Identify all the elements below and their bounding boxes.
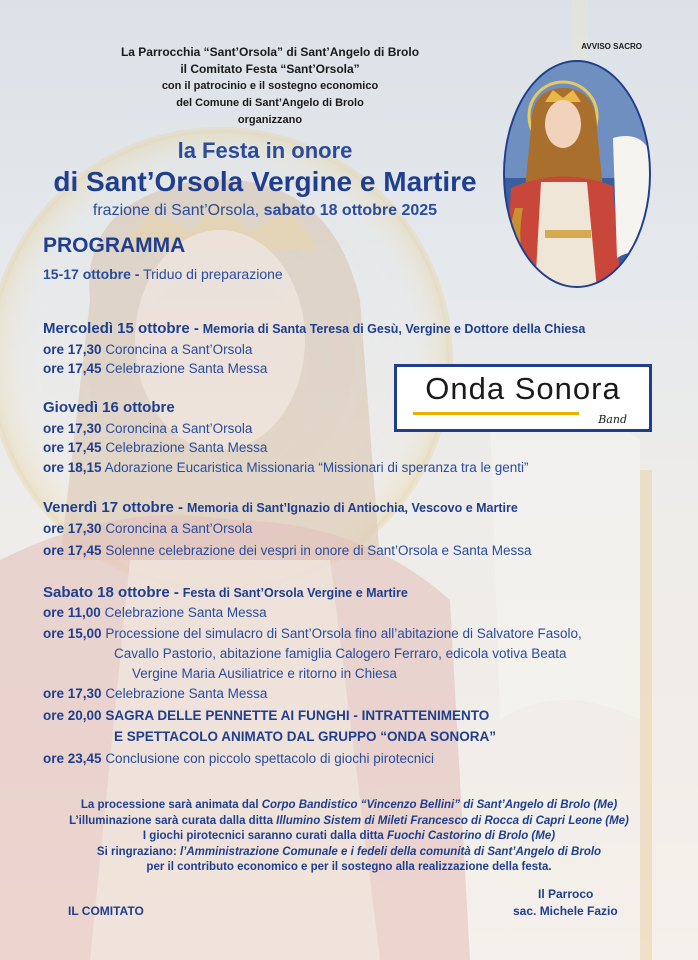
schedule-continuation: Cavallo Pastorio, abitazione famiglia Calogero Ferraro, edicola votiva Beata (114, 646, 567, 661)
schedule-text: Coroncina a Sant’Orsola (105, 521, 253, 536)
credit-name: Corpo Bandistico “Vincenzo Bellini” di Sant’Angelo di Brolo (Me) (261, 799, 618, 811)
day-heading (43, 499, 518, 516)
day-date: Venerdì 17 ottobre - (43, 499, 184, 516)
event-title-line1: la Festa in onore (177, 138, 353, 163)
organizer-line: La Parrocchia “Sant’Orsola” di Sant’Angelo di Brolo (120, 45, 420, 59)
day-date: Giovedì 16 ottobre (43, 399, 175, 416)
schedule-time: ore 17,30 (43, 421, 102, 436)
schedule-row (43, 440, 267, 455)
credit-line (0, 845, 698, 861)
credit-text: Si ringraziano: (96, 845, 180, 858)
schedule-time: ore 17,45 (43, 361, 102, 376)
credit-line: per il contributo economico e per il sostegno alla realizzazione della festa. (146, 861, 552, 873)
schedule-text: Processione del simulacro di Sant’Orsola fino all’abitazione di Salvatore Fasolo, (105, 626, 582, 641)
day-heading (43, 399, 175, 416)
schedule-continuation: Vergine Maria Ausiliatrice e ritorno in Chiesa (132, 666, 397, 681)
schedule-time: ore 15,00 (43, 626, 102, 641)
schedule-time: ore 17,45 (43, 440, 102, 455)
credit-name: Illumino Sistem di Mileti Francesco di Rocca di Capri Leone (Me) (276, 814, 629, 827)
schedule-text: Adorazione Eucaristica Missionaria “Missionari di speranza tra le genti” (104, 460, 529, 475)
schedule-text: Conclusione con piccolo spettacolo di giochi pirotecnici (105, 751, 434, 766)
event-location: frazione di Sant’Orsola, (92, 202, 260, 219)
credit-text: La processione sarà animata dal (80, 799, 262, 811)
logo-band: Band (598, 413, 627, 426)
onda-sonora-logo (394, 364, 652, 432)
credit-text: L’illuminazione sarà curata dalla ditta (69, 814, 277, 827)
schedule-text: Solenne celebrazione dei vespri in onore di Sant’Orsola e Santa Messa (105, 543, 532, 558)
schedule-text: Celebrazione Santa Messa (104, 605, 267, 620)
schedule-time: ore 20,00 (43, 708, 102, 723)
signature-parroco-title: Il Parroco (538, 887, 594, 901)
day-memo: Memoria di Santa Teresa di Gesù, Vergine e Dottore della Chiesa (202, 322, 586, 336)
schedule-time: ore 17,30 (43, 686, 102, 701)
schedule-row (43, 460, 529, 475)
schedule-row (43, 708, 489, 723)
event-title-line2: di Sant’Orsola Vergine e Martire (53, 166, 477, 197)
credit-name: l’Amministrazione Comunale e i fedeli della comunità di Sant’Angelo di Brolo (179, 845, 602, 858)
schedule-row (43, 686, 267, 701)
event-date: sabato 18 ottobre 2025 (263, 202, 438, 219)
schedule-row (43, 626, 582, 641)
triduo-date: 15-17 ottobre - (43, 266, 140, 282)
credit-line (0, 829, 698, 845)
credit-line (0, 798, 698, 814)
programma-heading: PROGRAMMA (43, 234, 186, 257)
triduo-line (43, 266, 283, 282)
schedule-text: Coroncina a Sant’Orsola (105, 421, 253, 436)
schedule-continuation: E SPETTACOLO ANIMATO DAL GRUPPO “ONDA SONORA” (114, 729, 497, 744)
schedule-row (43, 521, 252, 536)
day-date: Mercoledì 15 ottobre - (43, 320, 199, 337)
schedule-row (43, 543, 532, 558)
avviso-sacro-label: AVVISO SACRO (581, 42, 642, 51)
schedule-text: Celebrazione Santa Messa (105, 440, 268, 455)
signature-comitato: IL COMITATO (68, 904, 144, 918)
day-heading (43, 584, 408, 601)
schedule-time: ore 17,30 (43, 342, 102, 357)
day-heading (43, 320, 585, 337)
schedule-text: Celebrazione Santa Messa (105, 686, 268, 701)
day-memo: Festa di Sant’Orsola Vergine e Martire (182, 586, 408, 600)
schedule-row (43, 605, 267, 620)
signature-parroco-name: sac. Michele Fazio (513, 904, 618, 918)
schedule-text: Coroncina a Sant’Orsola (105, 342, 253, 357)
logo-underline (413, 412, 579, 415)
schedule-text: Celebrazione Santa Messa (105, 361, 268, 376)
schedule-time: ore 18,15 (43, 460, 102, 475)
schedule-time: ore 11,00 (43, 605, 101, 620)
organizer-line: con il patrocinio e il sostegno economico (161, 80, 379, 92)
credit-text: I giochi pirotecnici saranno curati dalla ditta (142, 830, 388, 842)
schedule-time: ore 17,45 (43, 543, 102, 558)
logo-name: Onda Sonora (425, 371, 621, 406)
credit-line (0, 814, 698, 830)
event-location-date (0, 202, 530, 220)
schedule-row (43, 421, 252, 436)
organizers-header (0, 44, 540, 129)
schedule-time: ore 23,45 (43, 751, 102, 766)
schedule-row (43, 342, 252, 357)
schedule-row (43, 361, 267, 376)
schedule-text: SAGRA DELLE PENNETTE AI FUNGHI - INTRATTENIMENTO (105, 708, 490, 723)
day-memo: Memoria di Sant’Ignazio di Antiochia, Vescovo e Martire (186, 501, 518, 515)
schedule-time: ore 17,30 (43, 521, 102, 536)
organizer-line: organizzano (237, 114, 303, 126)
credits-footer (0, 798, 698, 876)
day-date: Sabato 18 ottobre - (43, 584, 179, 601)
credit-name: Fuochi Castorino di Brolo (Me) (387, 830, 556, 842)
triduo-text: Triduo di preparazione (143, 266, 283, 282)
organizer-line: il Comitato Festa “Sant’Orsola” (180, 62, 360, 76)
organizer-line: del Comune di Sant’Angelo di Brolo (176, 97, 364, 109)
schedule-row (43, 751, 434, 766)
